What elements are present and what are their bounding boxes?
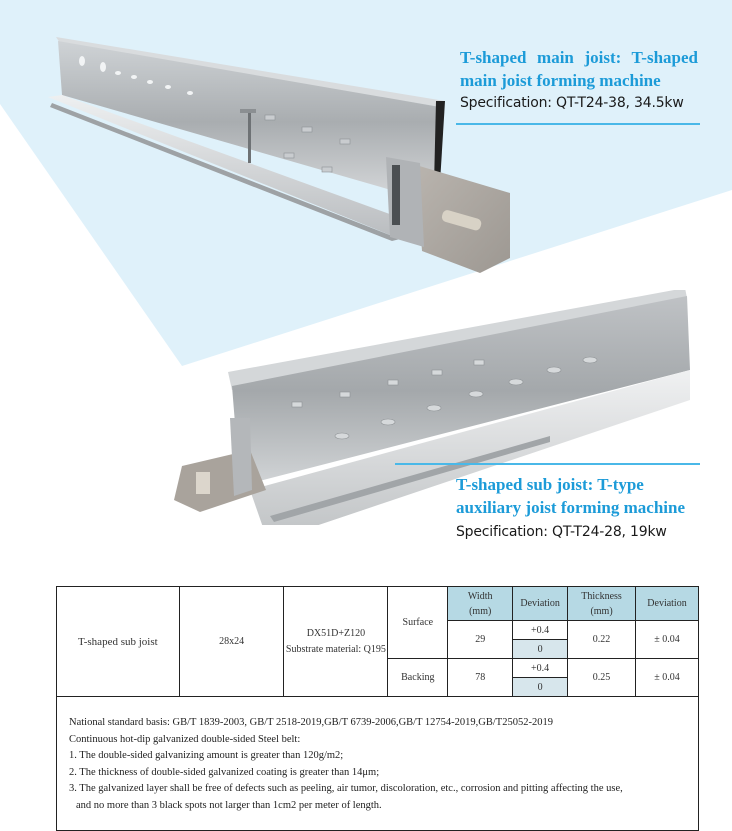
note-line: 3. The galvanized layer shall be free of defects such as peeling, air tumor, discoloration, etc., corrosion and pitting affecting the use,: [69, 783, 623, 794]
side-backing: Backing: [388, 659, 448, 697]
sub-joist-title-line2: auxiliary joist forming machine: [456, 498, 686, 517]
sub-joist-spec: Specification: QT-T24-28, 19kw: [456, 524, 667, 540]
backing-width: 78: [448, 659, 513, 697]
header-width: [448, 587, 513, 621]
main-joist-image: [40, 15, 510, 280]
header-deviation-1: Deviation: [513, 587, 568, 621]
surface-thickness: 0.22: [568, 621, 636, 659]
material-grade: DX51D+Z120: [306, 627, 366, 639]
sub-joist-title-line1: T-shaped sub joist: T-type: [456, 475, 644, 494]
backing-dev-plus: +0.4: [513, 659, 568, 678]
header-width-label: Width: [467, 590, 493, 602]
backing-dev-zero: 0: [513, 678, 568, 697]
sub-joist-divider: [395, 463, 700, 465]
product-name-cell: T-shaped sub joist: [57, 587, 180, 697]
note-line: National standard basis: GB/T 1839-2003, GB/T 2518-2019,GB/T 6739-2006,GB/T 12754-2019,GB/T25052-2019: [69, 717, 553, 728]
main-joist-caption: [460, 46, 698, 114]
main-joist-divider: [456, 123, 700, 125]
backing-thickness: 0.25: [568, 659, 636, 697]
sub-joist-caption: [456, 473, 716, 543]
surface-dev-zero: 0: [513, 640, 568, 659]
surface-thickness-dev: ± 0.04: [636, 621, 699, 659]
main-joist-title-line1: T-shaped main joist: T-shaped: [460, 48, 698, 67]
header-thickness-label: Thickness: [581, 590, 622, 602]
standards-notes: [57, 697, 699, 831]
note-line: 1. The double-sided galvanizing amount is greater than 120g/m2;: [69, 750, 344, 761]
note-line: 2. The thickness of double-sided galvanized coating is greater than 14μm;: [69, 766, 380, 778]
note-line: and no more than 3 black spots not larger than 1cm2 per meter of length.: [76, 799, 382, 811]
backing-thickness-dev: ± 0.04: [636, 659, 699, 697]
substrate-material: Substrate material: Q195: [285, 643, 386, 655]
main-joist-spec: Specification: QT-T24-38, 34.5kw: [460, 95, 684, 111]
header-width-unit: (mm): [469, 605, 492, 617]
spec-table: [56, 586, 699, 831]
size-cell: 28x24: [179, 587, 284, 697]
surface-width: 29: [448, 621, 513, 659]
side-surface: Surface: [388, 587, 448, 659]
main-joist-title-line2: main joist forming machine: [460, 71, 661, 90]
header-deviation-2: Deviation: [636, 587, 699, 621]
header-thickness-unit: (mm): [590, 605, 613, 617]
note-line: Continuous hot-dip galvanized double-sided Steel belt:: [69, 733, 301, 745]
material-cell: [284, 587, 388, 697]
header-thickness: [568, 587, 636, 621]
surface-dev-plus: +0.4: [513, 621, 568, 640]
